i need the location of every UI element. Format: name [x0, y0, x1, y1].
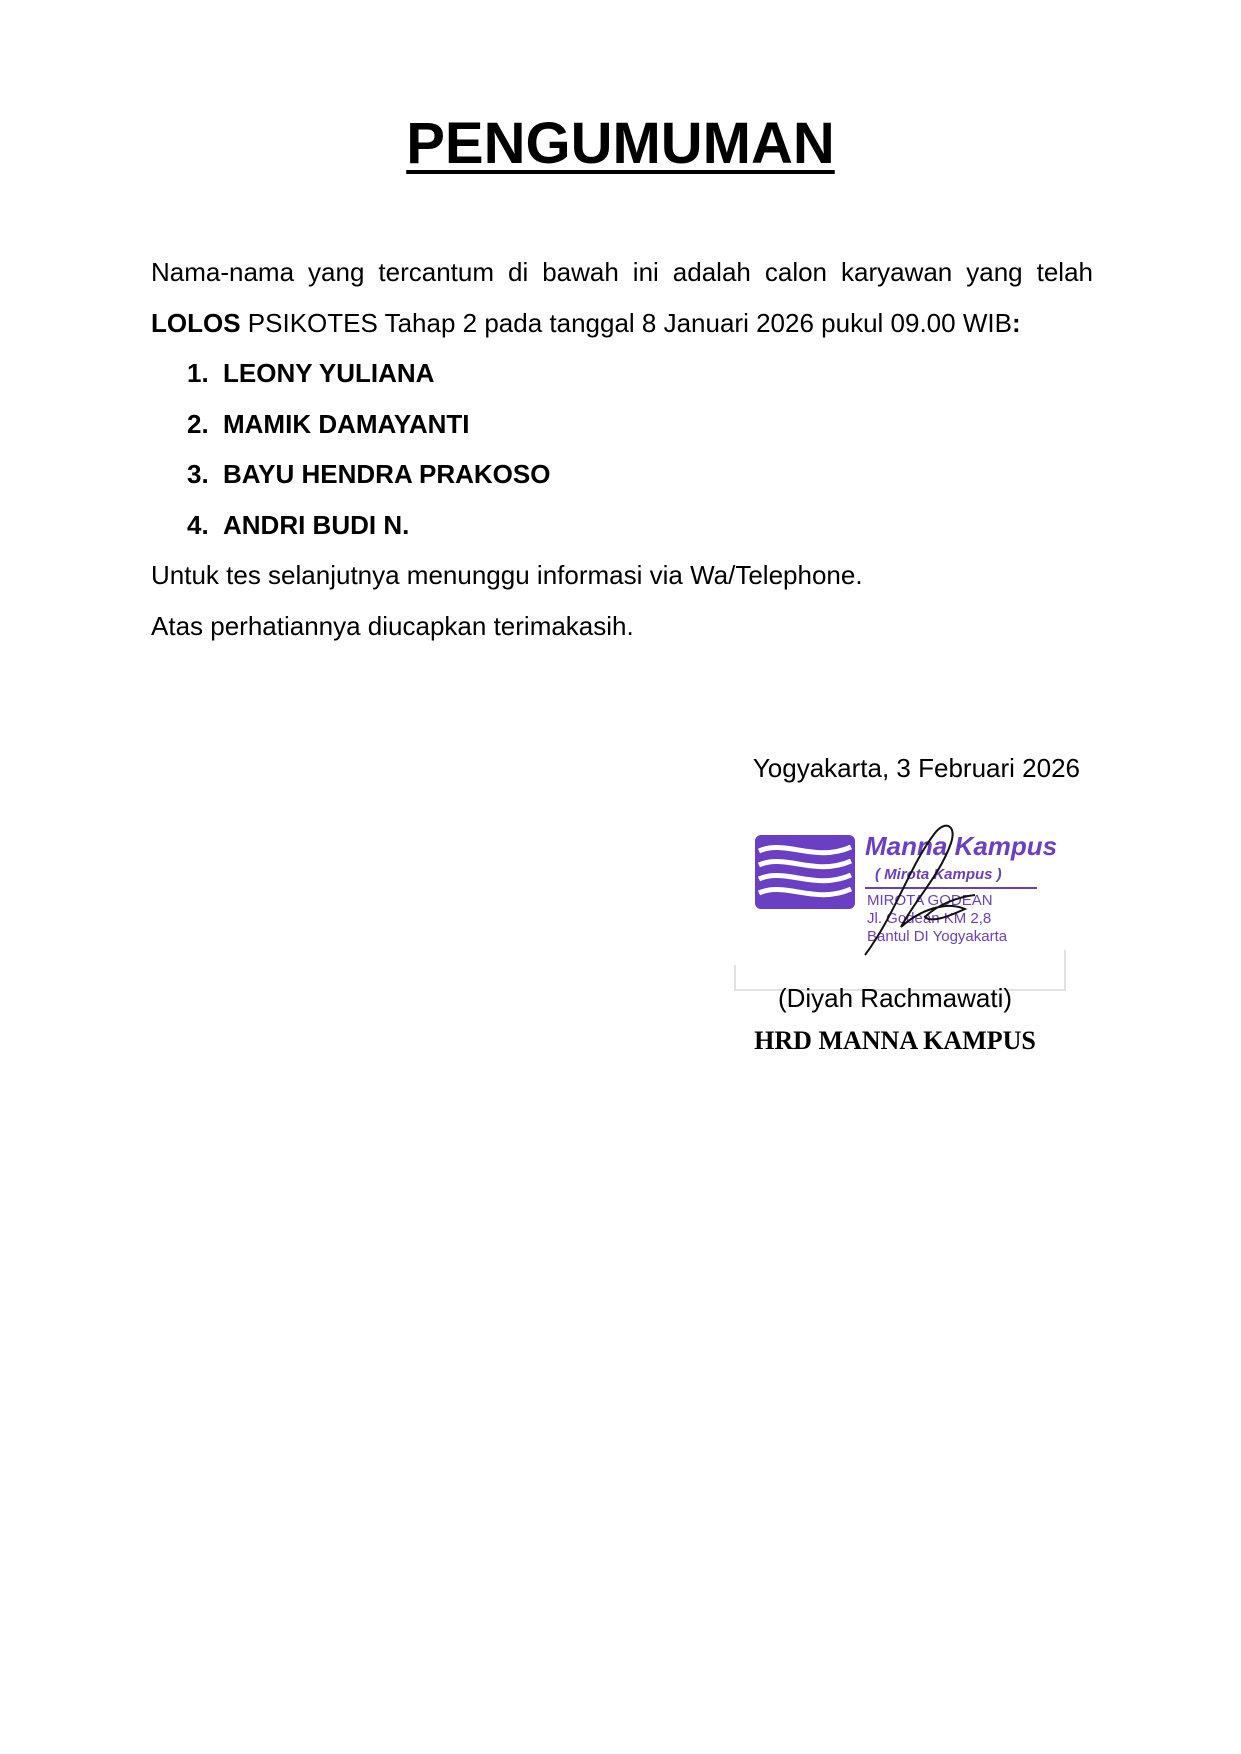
place-date: Yogyakarta, 3 Februari 2026 — [752, 753, 1080, 783]
stamp-line-2: Jl. Godean KM 2,8 — [867, 910, 992, 927]
intro-emphasis: LOLOS — [151, 307, 241, 338]
page-title: PENGUMUMAN — [406, 111, 835, 176]
stamp-brand: Manna Kampus — [865, 831, 1058, 861]
intro-paragraph: Nama-nama yang tercantum di bawah ini adalah calon karyawan yang telah LOLOS PSIKOTES Tahap 2 pada tanggal 8 Januari 2026 pukul 09.00 WIB: — [151, 257, 1093, 338]
list-item: 2. MAMIK DAMAYANTI — [187, 408, 470, 439]
stamp-subbrand: ( Mirota Kampus ) — [875, 866, 1002, 883]
list-item: 3. BAYU HENDRA PRAKOSO — [187, 459, 551, 489]
closing-text: Atas perhatiannya diucapkan terimakasih. — [151, 610, 634, 641]
company-stamp — [725, 805, 1085, 1005]
list-item: 1. LEONY YULIANA — [187, 358, 435, 388]
stamp-line-1: MIROTA GODEAN — [867, 892, 993, 909]
signer-name: (Diyah Rachmawati) — [777, 983, 1013, 1013]
signer-role: HRD MANNA KAMPUS — [754, 1026, 1036, 1055]
followup-text: Untuk tes selanjutnya menunggu informasi via Wa/Telephone. — [151, 560, 863, 590]
candidate-list — [151, 348, 1093, 550]
announcement-body — [151, 247, 1093, 651]
list-item: 4. ANDRI BUDI N. — [187, 509, 410, 540]
wave-logo-icon — [755, 835, 855, 909]
stamp-line-3: Bantul DI Yogyakarta — [867, 928, 1008, 945]
